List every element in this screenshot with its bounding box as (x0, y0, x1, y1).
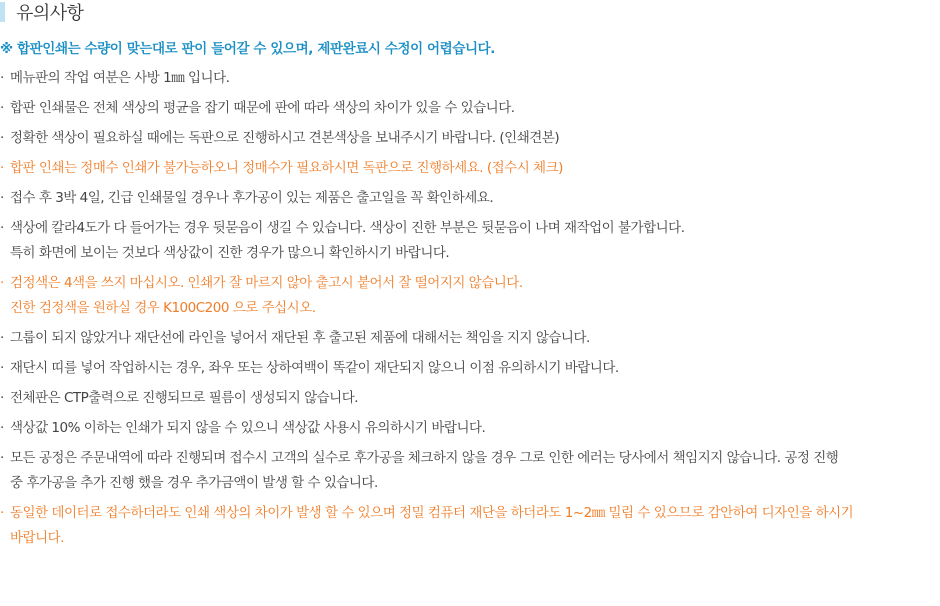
list-item-text: 정확한 색상이 필요하실 때에는 독판으로 진행하시고 견본색상을 보내주시기 바랍니다. (인쇄견본) (10, 130, 560, 146)
list-item-text: 합판 인쇄물은 전체 색상의 평균을 잡기 때문에 판에 따라 색상의 차이가 있을 수 있습니다. (10, 100, 515, 116)
list-item (0, 186, 940, 211)
list-item-text: 특히 화면에 보이는 것보다 색상값이 진한 경우가 많으니 확인하시기 바랍니다. (10, 245, 450, 261)
list-item-text: 합판 인쇄는 정매수 인쇄가 불가능하오니 정매수가 필요하시면 독판으로 진행하세요. (접수시 체크) (10, 160, 563, 176)
list-item (0, 356, 940, 381)
bullet-icon: · (0, 160, 4, 176)
bullet-icon: · (0, 390, 4, 406)
bullet-icon: · (0, 275, 4, 291)
bullet-icon: · (0, 100, 4, 116)
list-item (0, 66, 940, 91)
list-item-text: 그룹이 되지 않았거나 재단선에 라인을 넣어서 재단된 후 출고된 제품에 대해서는 책임을 지지 않습니다. (10, 330, 590, 346)
bullet-icon: · (0, 450, 4, 466)
list-item (0, 216, 940, 266)
list-item-text: 색상에 칼라4도가 다 들어가는 경우 뒷묻음이 생길 수 있습니다. 색상이 진한 부분은 뒷묻음이 나며 재작업이 불가합니다. (10, 220, 685, 236)
list-item-text: 모든 공정은 주문내역에 따라 진행되며 접수시 고객의 실수로 후가공을 체크하지 않을 경우 그로 인한 에러는 당사에서 책임지지 않습니다. 공정 진행 (10, 450, 839, 466)
notice-text: ※ 합판인쇄는 수량이 맞는대로 판이 들어갈 수 있으며, 제판완료시 수정이 어렵습니다. (0, 41, 495, 57)
list-item-text: 중 후가공을 추가 진행 했을 경우 추가금액이 발생 할 수 있습니다. (10, 475, 378, 491)
title-accent-bar (0, 2, 5, 22)
bullet-icon: · (0, 330, 4, 346)
list-item-text: 전체판은 CTP출력으로 진행되므로 필름이 생성되지 않습니다. (10, 390, 359, 406)
section-title: 유의사항 (16, 3, 84, 24)
list-item (0, 501, 940, 551)
list-item (0, 156, 940, 181)
list-item-text: 검정색은 4색을 쓰지 마십시오. 인쇄가 잘 마르지 않아 출고시 붙어서 잘 떨어지지 않습니다. (10, 275, 523, 291)
list-item (0, 126, 940, 151)
bullet-icon: · (0, 130, 4, 146)
list-item (0, 416, 940, 441)
bullet-icon: · (0, 220, 4, 236)
list-item-text: 바랍니다. (10, 530, 64, 546)
list-item-text: 메뉴판의 작업 여분은 사방 1㎜ 입니다. (10, 70, 230, 86)
bullet-icon: · (0, 505, 4, 521)
bullet-icon: · (0, 420, 4, 436)
list-item-text: 동일한 데이터로 접수하더라도 인쇄 색상의 차이가 발생 할 수 있으며 정밀 컴퓨터 재단을 하더라도 1~2㎜ 밀림 수 있으므로 감안하여 디자인을 하시기 (10, 505, 854, 521)
section-header (0, 0, 84, 24)
list-item (0, 386, 940, 411)
list-item-text: 접수 후 3박 4일, 긴급 인쇄물일 경우나 후가공이 있는 제품은 출고일을 꼭 확인하세요. (10, 190, 494, 206)
list-item-text: 재단시 띠를 넣어 작업하시는 경우, 좌우 또는 상하여백이 똑같이 재단되지 않으니 이점 유의하시기 바랍니다. (10, 360, 619, 376)
list-item (0, 271, 940, 321)
list-item (0, 326, 940, 351)
bullet-icon: · (0, 360, 4, 376)
bullet-icon: · (0, 70, 4, 86)
bullet-icon: · (0, 190, 4, 206)
list-item-text: 진한 검정색을 원하실 경우 K100C200 으로 주십시오. (10, 300, 316, 316)
notes-list (0, 66, 940, 556)
list-item-text: 색상값 10% 이하는 인쇄가 되지 않을 수 있으니 색상값 사용시 유의하시기 바랍니다. (10, 420, 486, 436)
list-item (0, 446, 940, 496)
list-item (0, 96, 940, 121)
